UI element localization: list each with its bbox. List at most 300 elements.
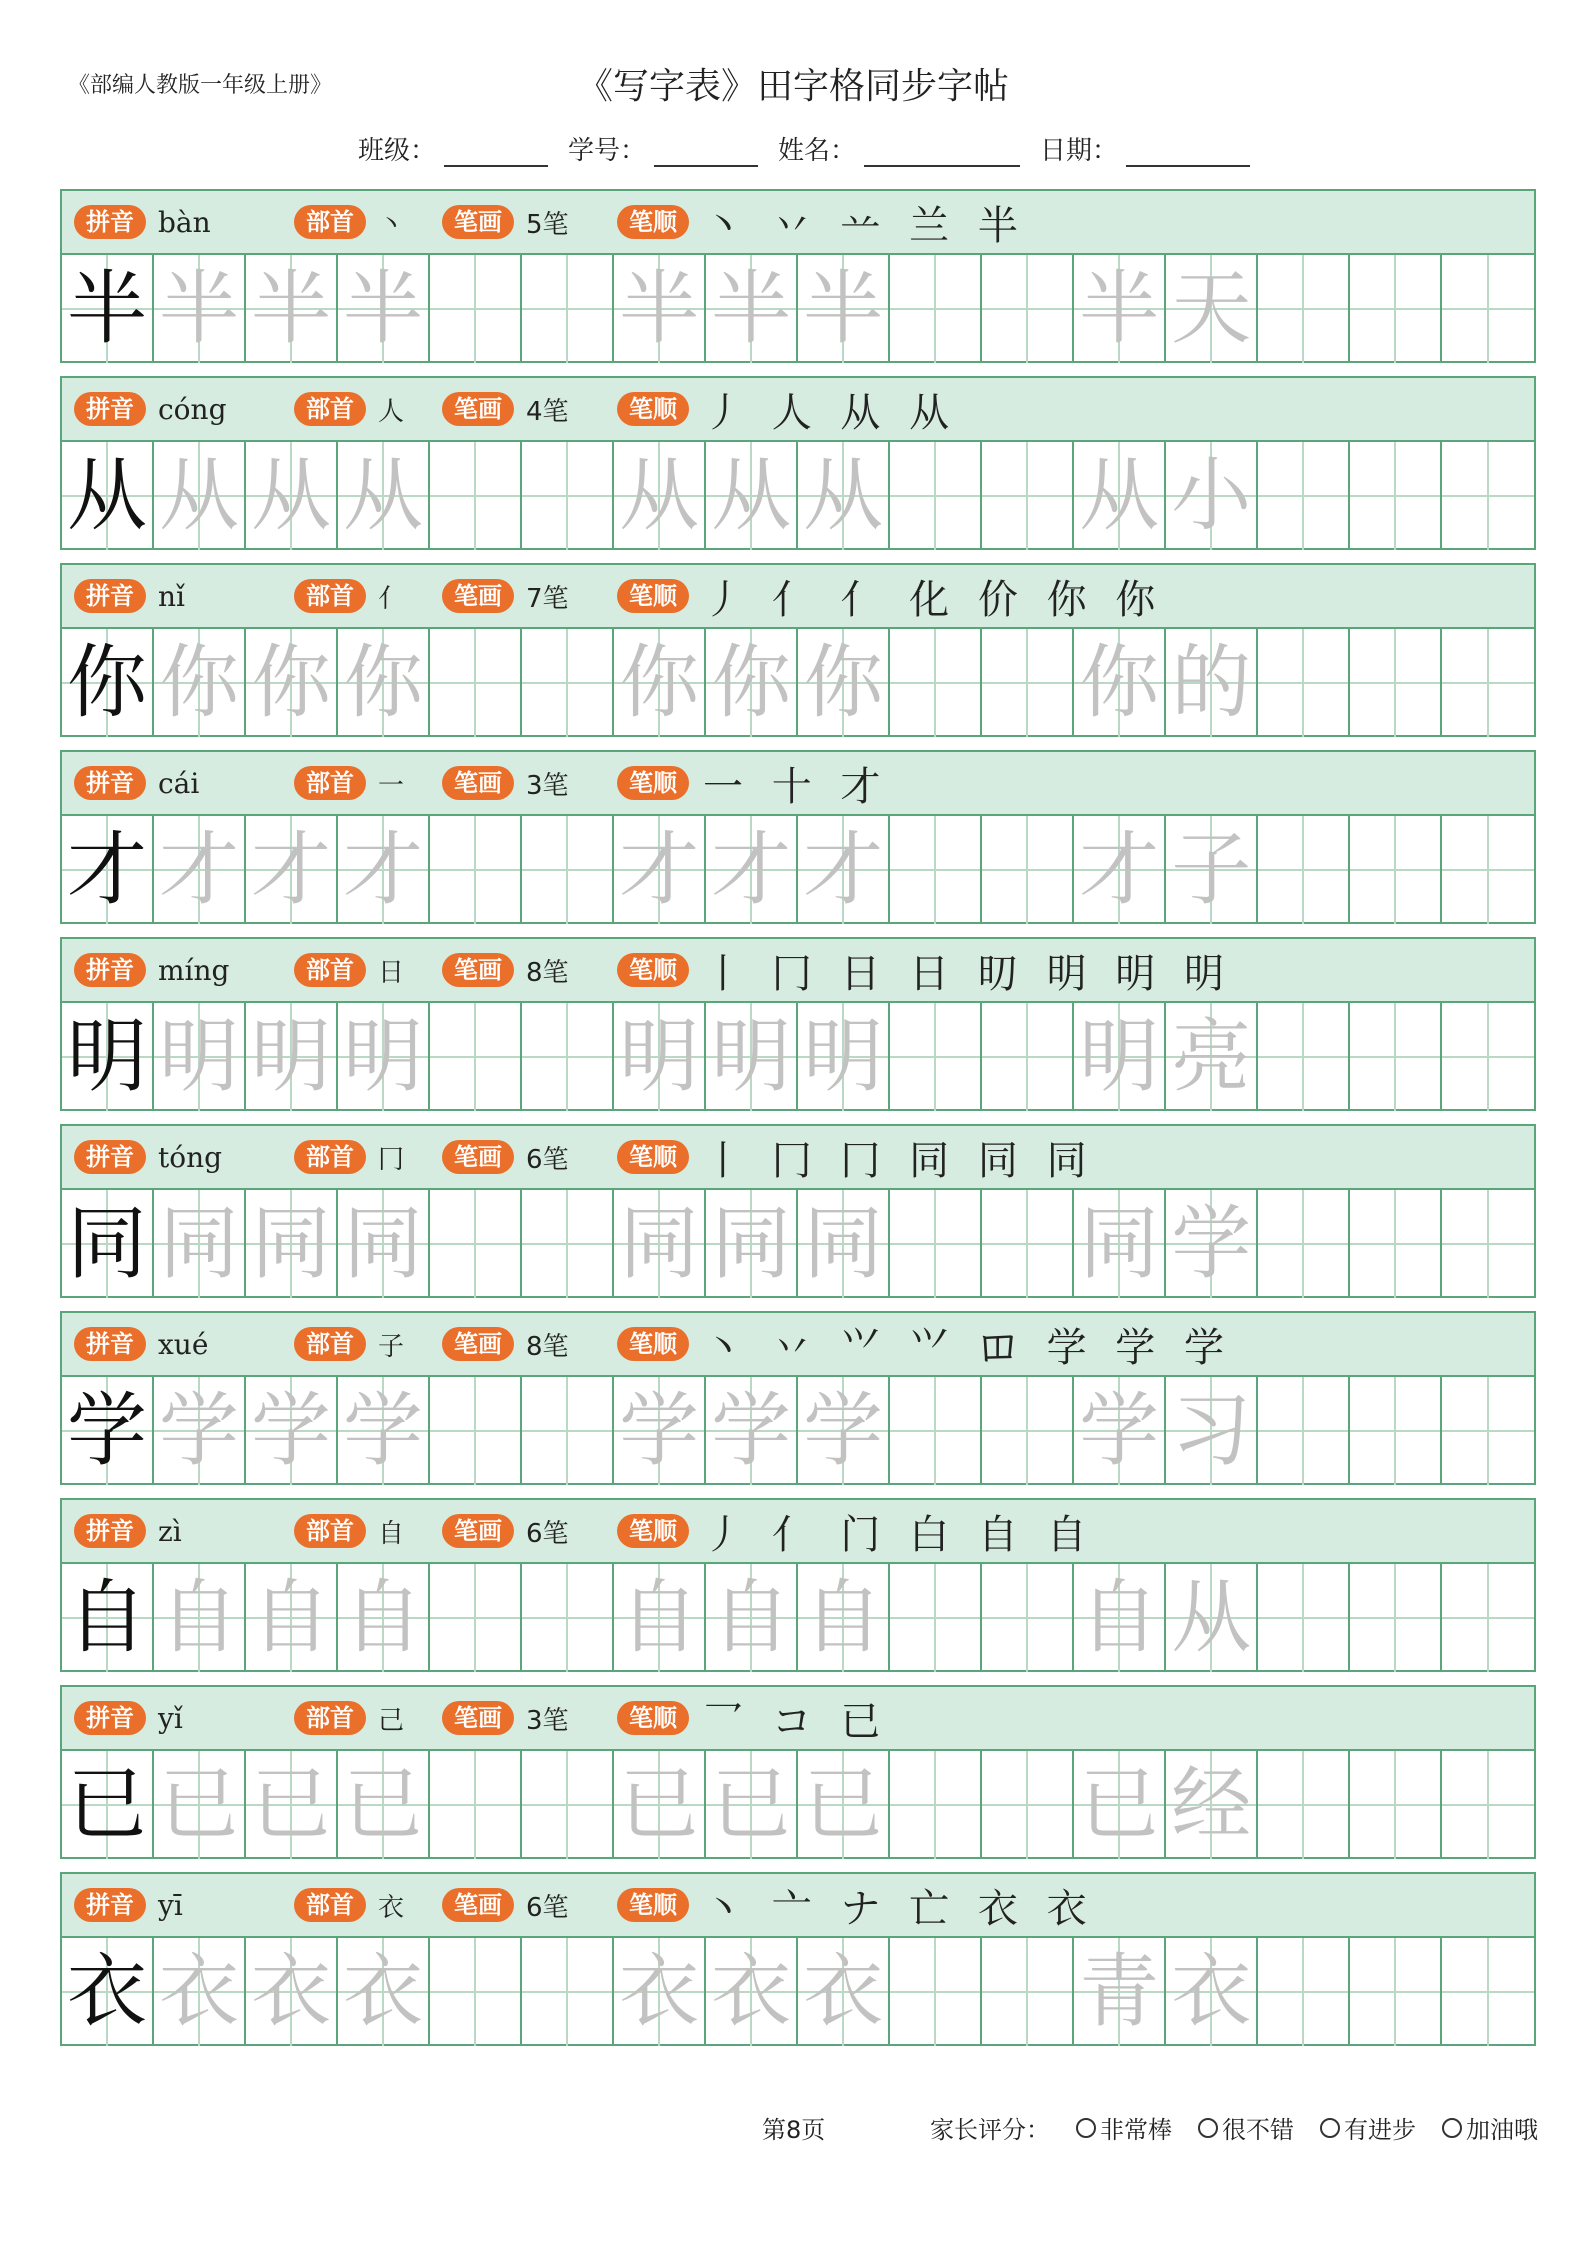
- model-character-cell: [62, 1003, 154, 1111]
- trace-cell[interactable]: [614, 1377, 706, 1485]
- trace-cell[interactable]: [1166, 816, 1258, 924]
- model-character: 衣: [67, 1945, 147, 2038]
- model-character: 半: [67, 262, 147, 355]
- practice-row: [60, 937, 1536, 1111]
- trace-character: 学: [251, 1384, 332, 1477]
- trace-character: 学: [159, 1384, 240, 1477]
- trace-cell[interactable]: [1166, 1751, 1258, 1859]
- trace-character: 学: [1171, 1197, 1252, 1290]
- model-character-cell: [62, 1938, 154, 2046]
- blank-practice-cell[interactable]: [430, 1564, 522, 1672]
- blank-practice-cell[interactable]: [1258, 255, 1350, 363]
- parent-rating: [930, 2110, 1538, 2145]
- trace-character: 明: [159, 1010, 240, 1103]
- blank-practice-cell[interactable]: [522, 442, 614, 550]
- trace-character: 已: [619, 1758, 700, 1851]
- page-number: 第8页: [762, 2116, 826, 2144]
- trace-character: 已: [343, 1758, 424, 1851]
- trace-cell[interactable]: [798, 1003, 890, 1111]
- trace-cell[interactable]: [1166, 442, 1258, 550]
- blank-practice-cell[interactable]: [1442, 629, 1534, 737]
- trace-character: 从: [1171, 1571, 1252, 1664]
- stroke-order-group: [617, 576, 1164, 623]
- blank-practice-cell[interactable]: [1442, 255, 1534, 363]
- stroke-order-badge: 笔顺: [617, 392, 689, 426]
- stroke-order-badge: 笔顺: [617, 1514, 689, 1548]
- radical-badge: 部首: [294, 1888, 366, 1922]
- blank-practice-cell[interactable]: [522, 1190, 614, 1298]
- trace-cell[interactable]: [1074, 1938, 1166, 2046]
- rating-option[interactable]: [1442, 2110, 1538, 2145]
- trace-cell[interactable]: [338, 1377, 430, 1485]
- blank-practice-cell[interactable]: [430, 629, 522, 737]
- blank-practice-cell[interactable]: [890, 1377, 982, 1485]
- trace-cell[interactable]: [154, 442, 246, 550]
- pinyin-value: zì: [158, 1514, 182, 1548]
- radio-circle-icon[interactable]: [1076, 2118, 1096, 2138]
- trace-cell[interactable]: [798, 1377, 890, 1485]
- model-character-cell: [62, 1564, 154, 1672]
- blank-practice-cell[interactable]: [430, 1938, 522, 2046]
- rating-option[interactable]: [1076, 2110, 1172, 2145]
- student-info-line: [358, 130, 1256, 167]
- model-character: 自: [67, 1571, 147, 1664]
- trace-character: 才: [251, 823, 332, 916]
- trace-cell[interactable]: [706, 442, 798, 550]
- strokes-group: [442, 1512, 569, 1550]
- trace-cell[interactable]: [614, 629, 706, 737]
- blank-practice-cell[interactable]: [890, 1564, 982, 1672]
- trace-cell[interactable]: [614, 255, 706, 363]
- tian-grid: [62, 1190, 1534, 1298]
- trace-cell[interactable]: [1166, 1377, 1258, 1485]
- strokes-value: 3笔: [526, 1705, 569, 1736]
- trace-character: 自: [803, 1571, 884, 1664]
- trace-cell[interactable]: [706, 1751, 798, 1859]
- trace-cell[interactable]: [706, 1003, 798, 1111]
- stroke-order-value: 丨 冂 冂 同 同 同: [703, 1137, 1095, 1184]
- trace-cell[interactable]: [798, 1190, 890, 1298]
- trace-cell[interactable]: [1074, 255, 1166, 363]
- model-character-cell: [62, 1377, 154, 1485]
- trace-cell[interactable]: [1166, 1938, 1258, 2046]
- trace-character: 你: [343, 636, 424, 729]
- blank-practice-cell[interactable]: [982, 255, 1074, 363]
- row-header: [62, 752, 1534, 816]
- trace-cell[interactable]: [798, 442, 890, 550]
- blank-practice-cell[interactable]: [522, 1938, 614, 2046]
- blank-practice-cell[interactable]: [1258, 1564, 1350, 1672]
- trace-cell[interactable]: [706, 816, 798, 924]
- trace-character: 才: [343, 823, 424, 916]
- trace-cell[interactable]: [1074, 1564, 1166, 1672]
- trace-cell[interactable]: [154, 1751, 246, 1859]
- blank-practice-cell[interactable]: [982, 816, 1074, 924]
- rating-option[interactable]: [1198, 2110, 1294, 2145]
- trace-character: 衣: [1171, 1945, 1252, 2038]
- blank-practice-cell[interactable]: [982, 1751, 1074, 1859]
- stroke-order-value: 丶 亠 ナ 亡 衣 衣: [703, 1885, 1095, 1932]
- row-header: [62, 939, 1534, 1003]
- trace-cell[interactable]: [338, 1003, 430, 1111]
- trace-cell[interactable]: [154, 1003, 246, 1111]
- radical-badge: 部首: [294, 1327, 366, 1361]
- pinyin-group: [74, 764, 199, 802]
- trace-cell[interactable]: [246, 1190, 338, 1298]
- student-number-blank[interactable]: [654, 141, 758, 167]
- trace-character: 自: [711, 1571, 792, 1664]
- strokes-badge: 笔画: [442, 1701, 514, 1735]
- trace-character: 从: [159, 449, 240, 542]
- trace-cell[interactable]: [798, 1564, 890, 1672]
- stroke-order-badge: 笔顺: [617, 1327, 689, 1361]
- trace-cell[interactable]: [614, 1564, 706, 1672]
- blank-practice-cell[interactable]: [1442, 1003, 1534, 1111]
- practice-row: [60, 1124, 1536, 1298]
- trace-cell[interactable]: [614, 1190, 706, 1298]
- radical-group: [294, 951, 404, 989]
- trace-character: 自: [251, 1571, 332, 1664]
- date-blank[interactable]: [1126, 141, 1250, 167]
- model-character-cell: [62, 255, 154, 363]
- trace-cell[interactable]: [338, 442, 430, 550]
- practice-row: [60, 376, 1536, 550]
- strokes-value: 8笔: [526, 1331, 569, 1362]
- trace-character: 半: [251, 262, 332, 355]
- pinyin-value: nǐ: [158, 579, 185, 613]
- blank-practice-cell[interactable]: [1442, 1377, 1534, 1485]
- blank-practice-cell[interactable]: [1258, 1003, 1350, 1111]
- trace-character: 半: [159, 262, 240, 355]
- strokes-badge: 笔画: [442, 392, 514, 426]
- pinyin-group: [74, 390, 227, 428]
- blank-practice-cell[interactable]: [1258, 629, 1350, 737]
- blank-practice-cell[interactable]: [1258, 442, 1350, 550]
- blank-practice-cell[interactable]: [1350, 442, 1442, 550]
- strokes-group: [442, 1325, 569, 1363]
- pinyin-value: cái: [158, 766, 200, 800]
- trace-character: 同: [251, 1197, 332, 1290]
- trace-character: 衣: [711, 1945, 792, 2038]
- blank-practice-cell[interactable]: [982, 629, 1074, 737]
- radio-circle-icon[interactable]: [1320, 2118, 1340, 2138]
- strokes-value: 7笔: [526, 583, 569, 614]
- practice-row: [60, 563, 1536, 737]
- trace-character: 天: [1171, 262, 1252, 355]
- model-character: 明: [67, 1010, 147, 1103]
- stroke-order-badge: 笔顺: [617, 953, 689, 987]
- trace-cell[interactable]: [706, 629, 798, 737]
- class-blank[interactable]: [444, 141, 548, 167]
- blank-practice-cell[interactable]: [1350, 1751, 1442, 1859]
- blank-practice-cell[interactable]: [1442, 1190, 1534, 1298]
- trace-cell[interactable]: [1166, 1190, 1258, 1298]
- trace-cell[interactable]: [154, 816, 246, 924]
- strokes-group: [442, 1138, 569, 1176]
- trace-character: 半: [1079, 262, 1160, 355]
- stroke-order-group: [617, 1324, 1233, 1371]
- blank-practice-cell[interactable]: [522, 1564, 614, 1672]
- strokes-group: [442, 764, 569, 802]
- model-character-cell: [62, 629, 154, 737]
- blank-practice-cell[interactable]: [1350, 629, 1442, 737]
- tian-grid: [62, 629, 1534, 737]
- strokes-badge: 笔画: [442, 766, 514, 800]
- trace-cell[interactable]: [614, 1938, 706, 2046]
- trace-cell[interactable]: [1074, 1003, 1166, 1111]
- trace-cell[interactable]: [706, 1938, 798, 2046]
- trace-cell[interactable]: [1074, 1751, 1166, 1859]
- student-number-field[interactable]: [568, 130, 764, 167]
- row-header: [62, 1687, 1534, 1751]
- model-character-cell: [62, 1190, 154, 1298]
- pinyin-group: [74, 203, 211, 241]
- trace-character: 明: [619, 1010, 700, 1103]
- trace-cell[interactable]: [246, 816, 338, 924]
- blank-practice-cell[interactable]: [982, 1564, 1074, 1672]
- blank-practice-cell[interactable]: [1258, 1190, 1350, 1298]
- model-character-cell: [62, 442, 154, 550]
- trace-cell[interactable]: [246, 442, 338, 550]
- trace-cell[interactable]: [798, 816, 890, 924]
- student-number-label: 学号：: [568, 136, 647, 166]
- trace-character: 习: [1171, 1384, 1252, 1477]
- trace-cell[interactable]: [1166, 255, 1258, 363]
- stroke-order-group: [617, 389, 958, 436]
- stroke-order-badge: 笔顺: [617, 579, 689, 613]
- rating-option[interactable]: [1320, 2110, 1416, 2145]
- blank-practice-cell[interactable]: [1350, 1377, 1442, 1485]
- model-character: 你: [67, 636, 147, 729]
- trace-character: 学: [1079, 1384, 1160, 1477]
- blank-practice-cell[interactable]: [430, 1003, 522, 1111]
- row-header: [62, 1313, 1534, 1377]
- pinyin-value: míng: [158, 953, 230, 987]
- trace-cell[interactable]: [154, 1190, 246, 1298]
- rating-option-label: 有进步: [1344, 2116, 1416, 2144]
- trace-character: 半: [619, 262, 700, 355]
- trace-cell[interactable]: [706, 1564, 798, 1672]
- radical-group: [294, 390, 404, 428]
- blank-practice-cell[interactable]: [1350, 1190, 1442, 1298]
- pinyin-badge: 拼音: [74, 1514, 146, 1548]
- blank-practice-cell[interactable]: [522, 255, 614, 363]
- blank-practice-cell[interactable]: [1350, 1938, 1442, 2046]
- trace-cell[interactable]: [246, 1564, 338, 1672]
- radical-badge: 部首: [294, 205, 366, 239]
- row-header: [62, 1126, 1534, 1190]
- blank-practice-cell[interactable]: [522, 1751, 614, 1859]
- radical-value: 子: [378, 1331, 405, 1362]
- pinyin-group: [74, 1512, 182, 1550]
- trace-cell[interactable]: [614, 816, 706, 924]
- strokes-value: 6笔: [526, 1518, 569, 1549]
- trace-cell[interactable]: [246, 1938, 338, 2046]
- radical-value: 一: [378, 770, 405, 801]
- blank-practice-cell[interactable]: [982, 1190, 1074, 1298]
- blank-practice-cell[interactable]: [1442, 442, 1534, 550]
- blank-practice-cell[interactable]: [430, 442, 522, 550]
- strokes-group: [442, 390, 569, 428]
- stroke-order-group: [617, 1137, 1095, 1184]
- row-header: [62, 191, 1534, 255]
- blank-practice-cell[interactable]: [890, 629, 982, 737]
- blank-practice-cell[interactable]: [890, 1190, 982, 1298]
- pinyin-badge: 拼音: [74, 579, 146, 613]
- radical-group: [294, 1138, 404, 1176]
- trace-cell[interactable]: [1166, 629, 1258, 737]
- trace-character: 你: [619, 636, 700, 729]
- blank-practice-cell[interactable]: [1442, 1938, 1534, 2046]
- blank-practice-cell[interactable]: [522, 816, 614, 924]
- blank-practice-cell[interactable]: [1350, 255, 1442, 363]
- trace-cell[interactable]: [798, 1751, 890, 1859]
- name-blank[interactable]: [864, 141, 1020, 167]
- trace-cell[interactable]: [798, 255, 890, 363]
- blank-practice-cell[interactable]: [1442, 1564, 1534, 1672]
- trace-character: 明: [1079, 1010, 1160, 1103]
- blank-practice-cell[interactable]: [522, 1377, 614, 1485]
- blank-practice-cell[interactable]: [982, 442, 1074, 550]
- radical-group: [294, 1325, 404, 1363]
- trace-cell[interactable]: [246, 1377, 338, 1485]
- trace-character: 从: [711, 449, 792, 542]
- strokes-value: 8笔: [526, 957, 569, 988]
- blank-practice-cell[interactable]: [890, 816, 982, 924]
- trace-cell[interactable]: [246, 1003, 338, 1111]
- trace-cell[interactable]: [338, 1190, 430, 1298]
- blank-practice-cell[interactable]: [430, 1190, 522, 1298]
- trace-cell[interactable]: [246, 255, 338, 363]
- trace-cell[interactable]: [154, 629, 246, 737]
- trace-cell[interactable]: [1074, 629, 1166, 737]
- blank-practice-cell[interactable]: [1350, 1564, 1442, 1672]
- blank-practice-cell[interactable]: [522, 1003, 614, 1111]
- trace-cell[interactable]: [246, 629, 338, 737]
- blank-practice-cell[interactable]: [1350, 1003, 1442, 1111]
- blank-practice-cell[interactable]: [1442, 1751, 1534, 1859]
- model-character: 才: [67, 823, 147, 916]
- date-field[interactable]: [1040, 130, 1256, 167]
- pinyin-badge: 拼音: [74, 1140, 146, 1174]
- trace-cell[interactable]: [1166, 1003, 1258, 1111]
- trace-cell[interactable]: [706, 1190, 798, 1298]
- strokes-value: 5笔: [526, 209, 569, 240]
- trace-cell[interactable]: [338, 629, 430, 737]
- blank-practice-cell[interactable]: [982, 1377, 1074, 1485]
- trace-character: 同: [159, 1197, 240, 1290]
- trace-cell[interactable]: [798, 629, 890, 737]
- practice-row: [60, 1872, 1536, 2046]
- trace-cell[interactable]: [1074, 816, 1166, 924]
- blank-practice-cell[interactable]: [982, 1938, 1074, 2046]
- trace-cell[interactable]: [338, 816, 430, 924]
- trace-character: 从: [619, 449, 700, 542]
- trace-cell[interactable]: [614, 1751, 706, 1859]
- radical-group: [294, 1699, 404, 1737]
- trace-cell[interactable]: [798, 1938, 890, 2046]
- trace-cell[interactable]: [338, 1751, 430, 1859]
- trace-cell[interactable]: [154, 255, 246, 363]
- trace-cell[interactable]: [706, 255, 798, 363]
- blank-practice-cell[interactable]: [1442, 816, 1534, 924]
- page-title: 《写字表》田字格同步字帖: [576, 66, 1009, 107]
- trace-character: 衣: [619, 1945, 700, 2038]
- radical-group: [294, 764, 404, 802]
- class-label: 班级：: [358, 136, 437, 166]
- trace-cell[interactable]: [338, 255, 430, 363]
- blank-practice-cell[interactable]: [982, 1003, 1074, 1111]
- blank-practice-cell[interactable]: [890, 255, 982, 363]
- trace-character: 才: [803, 823, 884, 916]
- trace-cell[interactable]: [154, 1564, 246, 1672]
- strokes-value: 4笔: [526, 396, 569, 427]
- trace-cell[interactable]: [706, 1377, 798, 1485]
- stroke-order-badge: 笔顺: [617, 1701, 689, 1735]
- blank-practice-cell[interactable]: [890, 1938, 982, 2046]
- rating-option-label: 很不错: [1222, 2116, 1294, 2144]
- radical-value: 自: [378, 1518, 405, 1549]
- blank-practice-cell[interactable]: [522, 629, 614, 737]
- blank-practice-cell[interactable]: [890, 1003, 982, 1111]
- trace-character: 子: [1171, 823, 1252, 916]
- blank-practice-cell[interactable]: [1258, 1377, 1350, 1485]
- blank-practice-cell[interactable]: [1258, 1938, 1350, 2046]
- trace-character: 同: [343, 1197, 424, 1290]
- trace-cell[interactable]: [338, 1564, 430, 1672]
- radio-circle-icon[interactable]: [1198, 2118, 1218, 2138]
- stroke-order-group: [617, 1698, 889, 1745]
- trace-cell[interactable]: [614, 1003, 706, 1111]
- stroke-order-group: [617, 1885, 1095, 1932]
- trace-cell[interactable]: [338, 1938, 430, 2046]
- blank-practice-cell[interactable]: [890, 442, 982, 550]
- trace-cell[interactable]: [154, 1938, 246, 2046]
- trace-character: 才: [1079, 823, 1160, 916]
- blank-practice-cell[interactable]: [1350, 816, 1442, 924]
- trace-cell[interactable]: [614, 442, 706, 550]
- trace-cell[interactable]: [1074, 1190, 1166, 1298]
- trace-character: 自: [1079, 1571, 1160, 1664]
- trace-cell[interactable]: [1166, 1564, 1258, 1672]
- blank-practice-cell[interactable]: [1258, 1751, 1350, 1859]
- trace-character: 才: [711, 823, 792, 916]
- radical-group: [294, 1512, 404, 1550]
- model-character: 学: [67, 1384, 147, 1477]
- blank-practice-cell[interactable]: [430, 1377, 522, 1485]
- radical-badge: 部首: [294, 953, 366, 987]
- blank-practice-cell[interactable]: [430, 1751, 522, 1859]
- trace-cell[interactable]: [246, 1751, 338, 1859]
- radical-value: 冂: [378, 1144, 405, 1175]
- trace-character: 同: [1079, 1197, 1160, 1290]
- blank-practice-cell[interactable]: [890, 1751, 982, 1859]
- date-label: 日期：: [1040, 136, 1119, 166]
- trace-character: 你: [803, 636, 884, 729]
- class-field[interactable]: [358, 130, 554, 167]
- trace-character: 半: [803, 262, 884, 355]
- stroke-order-value: 丿 亻 亻 化 价 你 你: [703, 576, 1164, 623]
- blank-practice-cell[interactable]: [430, 816, 522, 924]
- blank-practice-cell[interactable]: [1258, 816, 1350, 924]
- rating-label: 家长评分：: [930, 2116, 1050, 2144]
- name-field[interactable]: [778, 130, 1026, 167]
- trace-cell[interactable]: [1074, 1377, 1166, 1485]
- blank-practice-cell[interactable]: [430, 255, 522, 363]
- radio-circle-icon[interactable]: [1442, 2118, 1462, 2138]
- trace-cell[interactable]: [1074, 442, 1166, 550]
- trace-cell[interactable]: [154, 1377, 246, 1485]
